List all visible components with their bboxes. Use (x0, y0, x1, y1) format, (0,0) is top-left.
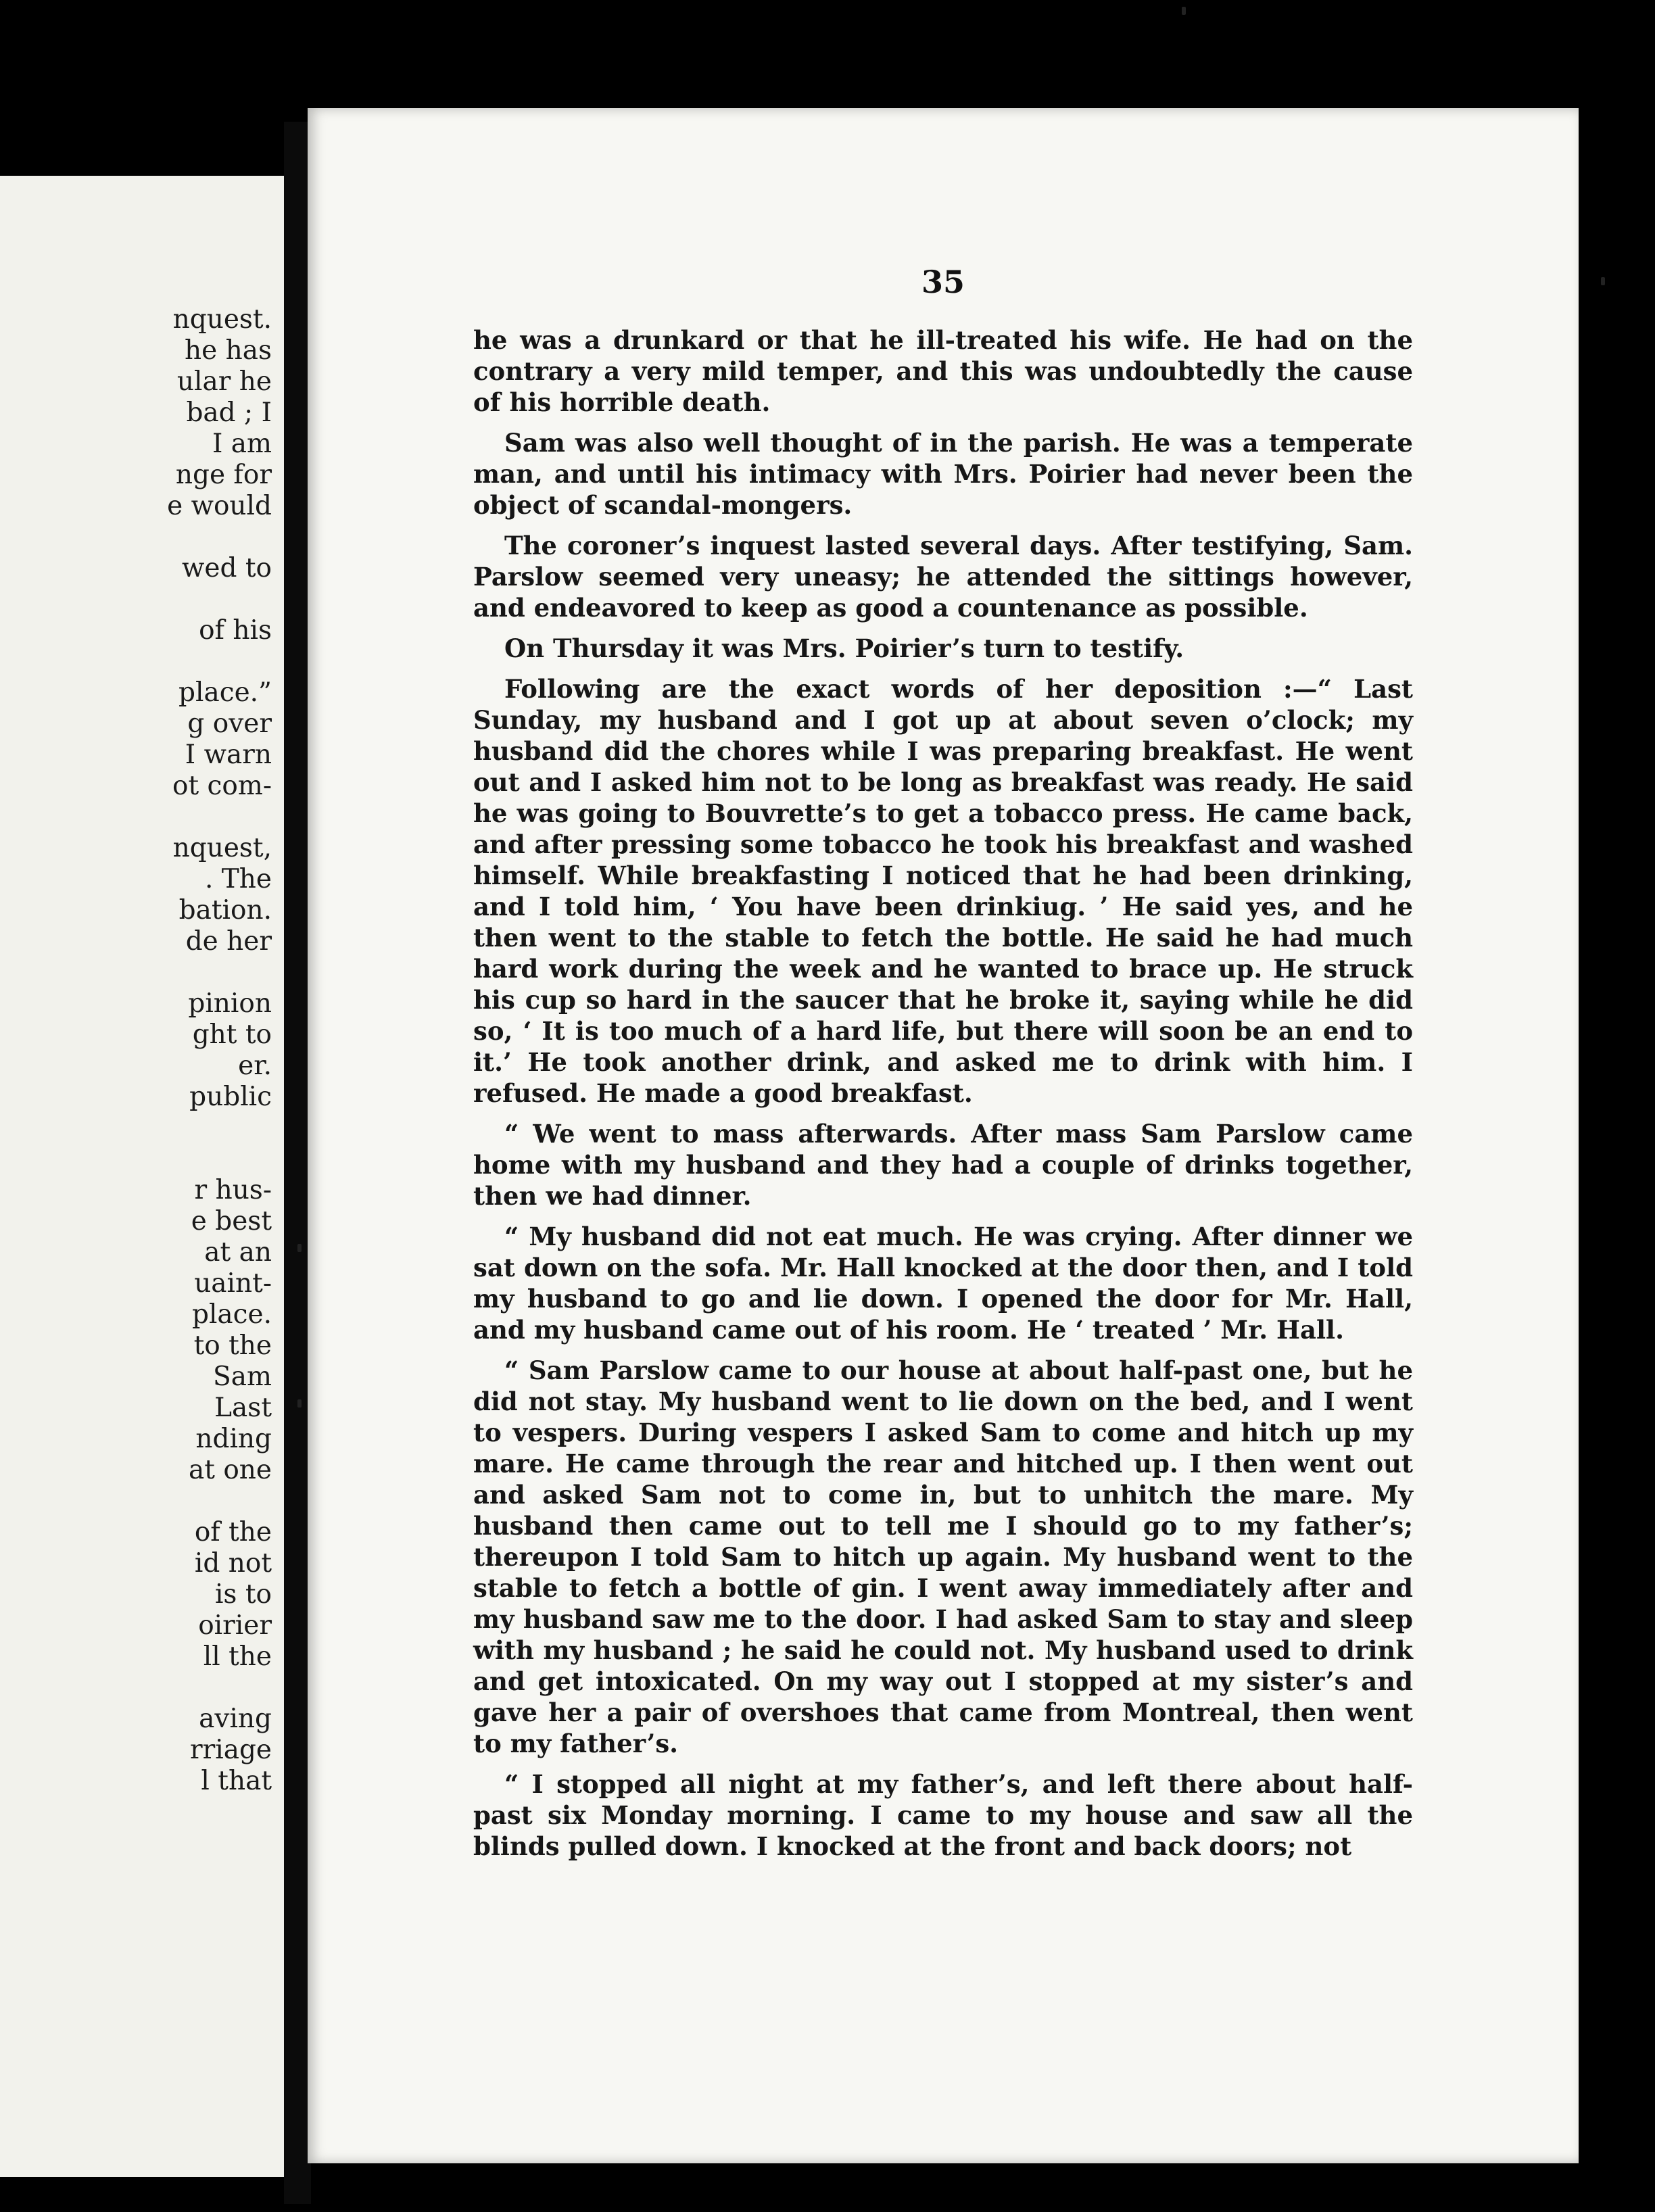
left-page-line-fragment: bad ; I (186, 398, 272, 428)
left-page-line-fragment: Sam (213, 1362, 272, 1392)
left-page-blank-line (15, 1486, 272, 1517)
body-paragraph: Sam was also well thought of in the parish. He was a temperate man, and until his intimacy with Mrs. Poirier had never been the object of scandal-mongers. (473, 428, 1413, 520)
left-page-line-fragment: nquest, (172, 833, 272, 863)
left-page-line-fragment: nge for (175, 460, 272, 490)
left-page-line-fragment: Last (214, 1393, 272, 1423)
body-paragraph: “ We went to mass afterwards. After mass Sam Parslow came home with my husband and they had a couple of drinks together, then we had dinner. (473, 1119, 1413, 1211)
left-page-blank-line (15, 646, 272, 677)
left-page-line-fragment: wed to (182, 553, 272, 583)
left-page-line-fragment: rriage (189, 1735, 272, 1765)
left-page-blank-line (15, 584, 272, 615)
left-page-line-fragment: uaint- (194, 1268, 272, 1299)
left-page-line-fragment: l that (201, 1766, 272, 1796)
right-page (308, 108, 1579, 2163)
body-paragraph: “ I stopped all night at my father’s, and left there about half-past six Monday morning. I came to my house and saw all the blinds pulled down. I knocked at the front and back doors; not (473, 1769, 1413, 1861)
body-paragraph: he was a drunkard or that he ill-treated his wife. He had on the contrary a very mild temper, and this was undoubtedly the cause of his horrible death. (473, 325, 1413, 417)
left-page-line-fragment: of the (194, 1517, 272, 1547)
scan-speck (297, 1399, 302, 1408)
left-page-line-fragment: to the (193, 1330, 272, 1361)
left-page-line-fragment: I am (212, 429, 272, 459)
left-page-blank-line (15, 1144, 272, 1175)
body-paragraph: “ Sam Parslow came to our house at about half-past one, but he did not stay. My husband went to lie down on the bed, and I went to vespers. During vespers I asked Sam to come and hitch up my mare. He came through the rear and hitched up. I then went out and asked Sam not to come in, but to unhitch the mare. My husband then came out to tell me I should go to my father’s; thereupon I told Sam to hitch up again. My husband went to the stable to fetch a bottle of gin. I went away immediately after and my husband saw me to the door. I had asked Sam to stay and sleep with my husband ; he said he could not. My husband used to drink and get intoxicated. On my way out I stopped at my sister’s and gave her a pair of overshoes that came from Montreal, then went to my father’s. (473, 1355, 1413, 1758)
left-page-line-fragment: of his (199, 615, 272, 646)
page-number: 35 (921, 264, 965, 300)
left-page-line-fragment: e best (191, 1206, 272, 1236)
left-page-line-fragment: ll the (203, 1641, 272, 1672)
body-paragraph: “ My husband did not eat much. He was crying. After dinner we sat down on the sofa. Mr. Hall knocked at the door then, and I told my husband to go and lie down. I opened the door for Mr. Hall, and my husband came out of his room. He ‘ treated ’ Mr. Hall. (473, 1222, 1413, 1345)
page-body-text (473, 324, 1413, 1871)
left-page-line-fragment: ular he (176, 366, 272, 397)
left-page-line-fragment: de her (185, 926, 272, 957)
left-page-line-fragment: nding (195, 1424, 272, 1454)
left-page-line-fragment: public (189, 1082, 272, 1112)
left-page-line-fragment: at an (204, 1237, 272, 1268)
left-page-line-fragment: I warn (185, 740, 272, 770)
scan-speck (1182, 7, 1186, 15)
left-page-line-fragment: at one (189, 1455, 272, 1485)
left-page-blank-line (15, 957, 272, 988)
scan-speck (1601, 277, 1605, 285)
left-page-line-fragment: place.” (178, 677, 272, 708)
left-page-line-fragment: he has (185, 335, 272, 366)
left-page-line-fragment: aving (199, 1704, 272, 1734)
left-page (0, 176, 284, 2177)
left-page-line-fragment: bation. (178, 895, 272, 925)
left-page-line-fragment: id not (194, 1548, 272, 1579)
left-page-line-fragment: place. (191, 1299, 272, 1330)
left-page-line-fragment: ght to (192, 1019, 272, 1050)
left-page-line-fragment: ot com- (172, 771, 272, 801)
left-page-text-fragments (15, 304, 272, 1797)
left-page-line-fragment: is to (214, 1579, 272, 1610)
left-page-line-fragment: e would (167, 491, 272, 521)
left-page-line-fragment: oirier (198, 1610, 272, 1641)
left-page-line-fragment: nquest. (172, 304, 272, 335)
left-page-line-fragment: er. (238, 1051, 272, 1081)
left-page-blank-line (15, 1113, 272, 1144)
left-page-blank-line (15, 522, 272, 553)
left-page-line-fragment: . The (204, 864, 272, 894)
left-page-line-fragment: pinion (188, 988, 272, 1019)
scan-speck (297, 1244, 302, 1252)
left-page-line-fragment: g over (187, 708, 272, 739)
body-paragraph: The coroner’s inquest lasted several days. After testifying, Sam. Parslow seemed very uneasy; he attended the sittings however, and endeavored to keep as good a countenance as possible. (473, 531, 1413, 623)
body-paragraph: Following are the exact words of her deposition :—“ Last Sunday, my husband and I got up at about seven o’clock; my husband did the chores while I was preparing breakfast. He went out and I asked him not to be long as breakfast was ready. He said he was going to Bouvrette’s to get a tobacco press. He came back, and after pressing some tobacco he took his breakfast and washed himself. While breakfasting I noticed that he had been drinking, and I told him, ‘ You have been drinkiug. ’ He said yes, and he then went to the stable to fetch the bottle. He said he had much hard work during the week and he wanted to brace up. He struck his cup so hard in the saucer that he broke it, saying while he did so, ‘ It is too much of a hard life, but there will soon be an end to it.’ He took another drink, and asked me to drink with him. I refused. He made a good breakfast. (473, 674, 1413, 1108)
body-paragraph: On Thursday it was Mrs. Poirier’s turn to testify. (504, 633, 1184, 663)
left-page-blank-line (15, 802, 272, 833)
left-page-blank-line (15, 1673, 272, 1704)
left-page-line-fragment: r hus- (194, 1175, 272, 1205)
book-gutter (284, 122, 311, 2204)
